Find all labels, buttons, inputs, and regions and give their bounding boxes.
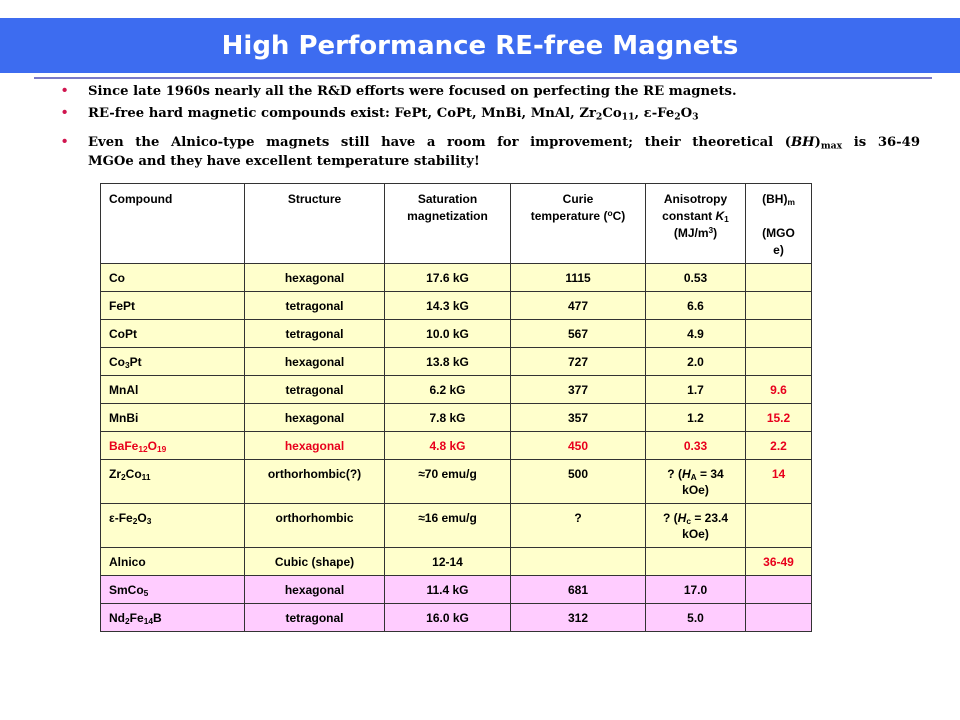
- table-row: [101, 548, 812, 576]
- cell-bh: 15.2: [746, 404, 812, 432]
- cell-anisotropy: 17.0: [646, 576, 746, 604]
- header-curie: Curie temperature ($^o$C): [511, 184, 646, 264]
- cell-compound: $BaFe_{12}O_{19}$: [101, 432, 245, 460]
- slide-title: High Performance RE-free Magnets: [221, 30, 739, 61]
- bullet-3-line-1: [88, 133, 920, 152]
- table-row: [101, 264, 812, 292]
- bullet-3-paren: ): [814, 135, 821, 150]
- cell-structure: hexagonal: [245, 348, 385, 376]
- cell-structure: hexagonal: [245, 404, 385, 432]
- cell-structure: hexagonal: [245, 432, 385, 460]
- table-row: [101, 604, 812, 632]
- cell-saturation: 6.2 kG: [385, 376, 511, 404]
- cell-curie: 450: [511, 432, 646, 460]
- title-divider: [34, 77, 932, 79]
- cell-saturation: ≈16 emu/g: [385, 504, 511, 548]
- bullet-2-sub-1: 2: [595, 111, 603, 123]
- cell-compound: $Nd_2Fe_{14}B$: [101, 604, 245, 632]
- table-row: [101, 576, 812, 604]
- table-row: [101, 432, 812, 460]
- cell-compound: $Zr_2Co_{11}$: [101, 460, 245, 504]
- table-row: [101, 504, 812, 548]
- cell-saturation: 17.6 kG: [385, 264, 511, 292]
- cell-curie: 312: [511, 604, 646, 632]
- header-structure: Structure: [245, 184, 385, 264]
- cell-saturation: 4.8 kG: [385, 432, 511, 460]
- bullet-text-3: [88, 133, 920, 171]
- cell-bh: [746, 504, 812, 548]
- cell-bh: [746, 292, 812, 320]
- title-bar: [0, 18, 960, 73]
- cell-compound: FePt: [101, 292, 245, 320]
- cell-anisotropy: 1.2: [646, 404, 746, 432]
- cell-curie: 567: [511, 320, 646, 348]
- cell-bh: [746, 576, 812, 604]
- bullet-2-sub-3: 2: [674, 111, 681, 123]
- cell-saturation: 13.8 kG: [385, 348, 511, 376]
- cell-curie: 377: [511, 376, 646, 404]
- bullet-2-part-d: O: [680, 106, 693, 121]
- cell-saturation: 11.4 kG: [385, 576, 511, 604]
- cell-bh: 2.2: [746, 432, 812, 460]
- bullet-3-part-b: is 36-49: [842, 135, 920, 150]
- cell-anisotropy: 0.33: [646, 432, 746, 460]
- cell-structure: tetragonal: [245, 320, 385, 348]
- table-header-row: [101, 184, 812, 264]
- cell-curie: 1115: [511, 264, 646, 292]
- bullet-2-part-c: , ε-Fe: [634, 106, 675, 121]
- bullet-3-part-a: Even the Alnico-type magnets still have a room for improvement; their theoretical (: [88, 135, 792, 150]
- cell-saturation: 16.0 kG: [385, 604, 511, 632]
- cell-compound: CoPt: [101, 320, 245, 348]
- cell-saturation: 12-14: [385, 548, 511, 576]
- cell-compound: MnAl: [101, 376, 245, 404]
- cell-anisotropy: 6.6: [646, 292, 746, 320]
- cell-curie: 681: [511, 576, 646, 604]
- cell-structure: Cubic (shape): [245, 548, 385, 576]
- bullet-3-line-2: MGOe and they have excellent temperature stability!: [88, 154, 480, 169]
- cell-anisotropy: 4.9: [646, 320, 746, 348]
- cell-anisotropy: [646, 548, 746, 576]
- cell-bh: 9.6: [746, 376, 812, 404]
- table-row: [101, 376, 812, 404]
- cell-anisotropy: 2.0: [646, 348, 746, 376]
- cell-anisotropy: ? ($H_A = 34$ kOe): [646, 460, 746, 504]
- cell-structure: orthorhombic: [245, 504, 385, 548]
- cell-structure: orthorhombic(?): [245, 460, 385, 504]
- cell-curie: 727: [511, 348, 646, 376]
- table-row: [101, 292, 812, 320]
- cell-anisotropy: 5.0: [646, 604, 746, 632]
- table-row: [101, 404, 812, 432]
- cell-saturation: 14.3 kG: [385, 292, 511, 320]
- cell-compound: $\varepsilon-Fe_2O_3$: [101, 504, 245, 548]
- cell-saturation: 7.8 kG: [385, 404, 511, 432]
- bullet-2-part-a: RE-free hard magnetic compounds exist: FePt, CoPt, MnBi, MnAl, Zr: [88, 106, 596, 121]
- table-row: [101, 348, 812, 376]
- bullet-text-1: [88, 82, 928, 101]
- cell-curie: 357: [511, 404, 646, 432]
- header-saturation: Saturation magnetization: [385, 184, 511, 264]
- cell-anisotropy: ? ($H_c = 23.4$ kOe): [646, 504, 746, 548]
- cell-curie: ?: [511, 504, 646, 548]
- cell-bh: [746, 348, 812, 376]
- bullet-3-sub: max: [820, 140, 843, 152]
- cell-compound: MnBi: [101, 404, 245, 432]
- bullet-text-2: [88, 104, 928, 123]
- cell-bh: [746, 604, 812, 632]
- bullet-3-bh: BH: [791, 135, 815, 150]
- cell-bh: 36-49: [746, 548, 812, 576]
- cell-structure: tetragonal: [245, 604, 385, 632]
- table-row: [101, 320, 812, 348]
- cell-structure: hexagonal: [245, 264, 385, 292]
- cell-structure: hexagonal: [245, 576, 385, 604]
- cell-bh: 14: [746, 460, 812, 504]
- header-anisotropy: Anisotropy constant $K_1$ $(MJ/m^3)$: [646, 184, 746, 264]
- cell-curie: 500: [511, 460, 646, 504]
- bullet-2-sub-4: 3: [692, 111, 699, 123]
- cell-curie: [511, 548, 646, 576]
- cell-anisotropy: 0.53: [646, 264, 746, 292]
- bullet-dot-icon: •: [62, 104, 68, 121]
- cell-compound: SmCo$_5$: [101, 576, 245, 604]
- cell-structure: tetragonal: [245, 292, 385, 320]
- cell-structure: tetragonal: [245, 376, 385, 404]
- magnet-properties-table: [100, 183, 812, 632]
- cell-saturation: ≈70 emu/g: [385, 460, 511, 504]
- cell-bh: [746, 320, 812, 348]
- cell-anisotropy: 1.7: [646, 376, 746, 404]
- cell-compound: $Co_3Pt$: [101, 348, 245, 376]
- cell-compound: Alnico: [101, 548, 245, 576]
- bullet-2-part-b: Co: [602, 106, 622, 121]
- header-compound: Compound: [101, 184, 245, 264]
- cell-saturation: 10.0 kG: [385, 320, 511, 348]
- cell-curie: 477: [511, 292, 646, 320]
- table-row: [101, 460, 812, 504]
- bullet-2-sub-2: 11: [621, 111, 635, 123]
- cell-compound: Co: [101, 264, 245, 292]
- bullet-dot-icon: •: [62, 82, 68, 99]
- bullet-dot-icon: •: [62, 133, 68, 150]
- cell-bh: [746, 264, 812, 292]
- header-bh: $(BH)_m$ (MGO e): [746, 184, 812, 264]
- bullet-1-text: Since late 1960s nearly all the R&D efforts were focused on perfecting the RE magnets.: [88, 84, 737, 99]
